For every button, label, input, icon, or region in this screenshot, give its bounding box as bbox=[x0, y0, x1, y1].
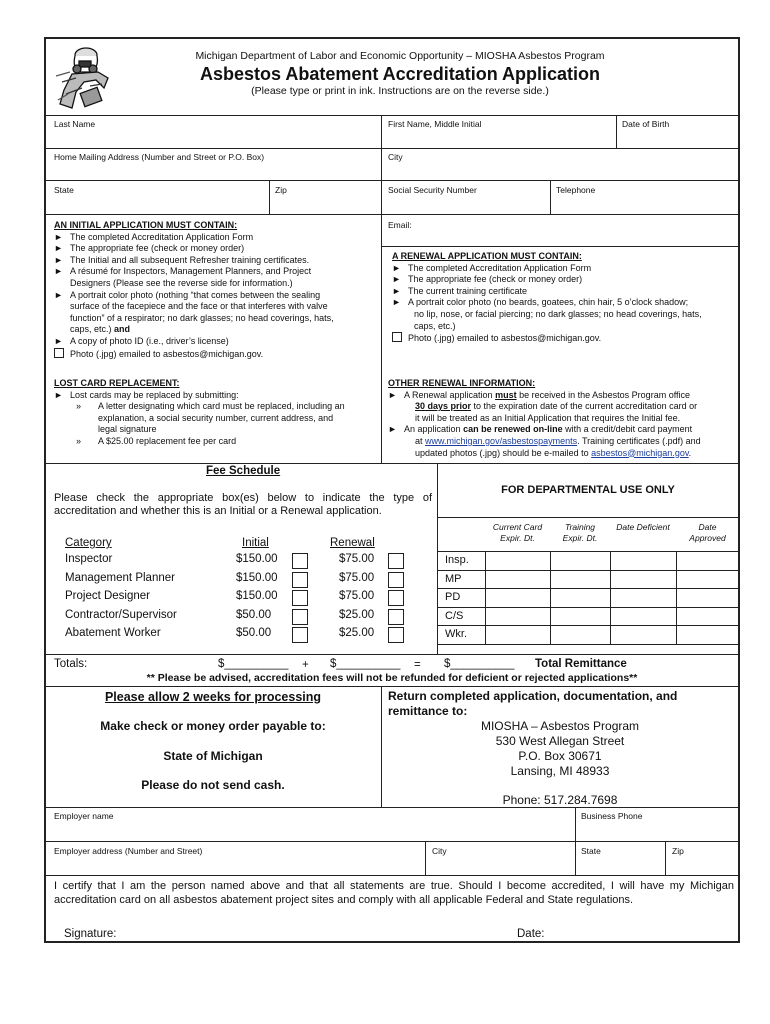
date-input[interactable] bbox=[556, 925, 724, 941]
fee-category: Inspector bbox=[65, 553, 113, 565]
fee-category: Contractor/Supervisor bbox=[65, 608, 177, 621]
dept-cell[interactable] bbox=[550, 625, 611, 645]
totals-plus: + bbox=[302, 659, 309, 671]
col-renewal: Renewal bbox=[330, 537, 375, 549]
dept-cell[interactable] bbox=[610, 551, 677, 571]
return-title-2: remittance to: bbox=[388, 704, 468, 718]
list-item: ► A copy of photo ID (i.e., driver’s license) bbox=[54, 335, 229, 346]
initial-checkbox[interactable] bbox=[292, 627, 308, 643]
employer-city-label: City bbox=[432, 846, 447, 856]
dept-col-header: Date Approved bbox=[689, 522, 726, 543]
total-remittance-label: Total Remittance bbox=[535, 658, 627, 670]
home-address-label: Home Mailing Address (Number and Street or P.O. Box) bbox=[54, 152, 265, 162]
list-item: ► Lost cards may be replaced by submitting: bbox=[54, 389, 239, 400]
telephone-input[interactable] bbox=[556, 197, 738, 213]
dept-cell[interactable] bbox=[485, 551, 551, 571]
ssn-label: Social Security Number bbox=[388, 185, 477, 195]
list-item: ► The completed Accreditation Application Form bbox=[392, 262, 592, 273]
dept-cell[interactable] bbox=[676, 607, 740, 627]
list-item: ► A Renewal application must be received in the Asbestos Program office bbox=[388, 389, 691, 400]
dept-cell[interactable] bbox=[676, 625, 740, 645]
dept-cell[interactable] bbox=[550, 607, 611, 627]
first-name-label: First Name, Middle Initial bbox=[388, 119, 482, 129]
fee-instructions-2: accreditation and whether this is an Initial or a Renewal application. bbox=[54, 505, 382, 517]
dob-label: Date of Birth bbox=[622, 119, 670, 129]
dept-cell[interactable] bbox=[550, 551, 611, 571]
fee-initial-amount: $150.00 bbox=[236, 571, 278, 584]
list-item: ► The Initial and all subsequent Refresher training certificates. bbox=[54, 254, 310, 265]
list-item: at www.michigan.gov/asbestospayments. Training certificates (.pdf) and bbox=[415, 435, 701, 446]
certify-line-2: accreditation card on all asbestos abatement project sites and comply with all applicable Federal and State regulations. bbox=[54, 894, 634, 906]
fee-renewal-amount: $75.00 bbox=[339, 590, 375, 602]
email-input[interactable] bbox=[420, 217, 736, 233]
dept-cell[interactable] bbox=[485, 625, 551, 645]
dept-cell[interactable] bbox=[676, 588, 740, 608]
fee-category: Management Planner bbox=[65, 571, 175, 584]
fee-renewal-amount: $25.00 bbox=[339, 608, 375, 621]
dept-row-label: PD bbox=[437, 588, 486, 608]
list-item: ► The completed Accreditation Application Form bbox=[54, 231, 254, 242]
date-label: Date: bbox=[517, 928, 545, 940]
dob-input[interactable] bbox=[622, 131, 736, 147]
fee-initial-amount: $50.00 bbox=[236, 608, 272, 621]
list-item: » A $25.00 replacement fee per card bbox=[76, 435, 237, 446]
list-item: Photo (.jpg) emailed to asbestos@michigan.gov. bbox=[392, 332, 738, 345]
initial-checkbox[interactable] bbox=[292, 609, 308, 625]
ssn-input[interactable] bbox=[388, 197, 547, 213]
lost-card-section bbox=[54, 378, 376, 448]
dept-cell[interactable] bbox=[485, 570, 551, 590]
dept-cell[interactable] bbox=[485, 607, 551, 627]
asbestos-payments-link[interactable]: www.michigan.gov/asbestospayments bbox=[425, 435, 578, 446]
return-phone: Phone: 517.284.7698 bbox=[502, 793, 618, 807]
other-renewal-section bbox=[388, 378, 738, 459]
employer-state-label: State bbox=[581, 846, 601, 856]
list-item: ► The current training certificate bbox=[392, 285, 528, 296]
photo-emailed-checkbox[interactable] bbox=[54, 348, 64, 358]
initial-checkbox[interactable] bbox=[292, 553, 308, 569]
total-renewal: $__________ bbox=[330, 658, 401, 670]
employer-zip-label: Zip bbox=[672, 846, 684, 856]
initial-application-section bbox=[54, 220, 376, 360]
employer-name-label: Employer name bbox=[54, 811, 114, 821]
fee-renewal-amount: $75.00 bbox=[339, 571, 375, 584]
totals-equals: = bbox=[414, 659, 421, 671]
return-title-1: Return completed application, documentation, and bbox=[388, 689, 678, 703]
return-street: 530 West Allegan Street bbox=[495, 734, 625, 748]
employer-city-input[interactable] bbox=[432, 858, 572, 874]
page-title: Asbestos Abatement Accreditation Application bbox=[199, 64, 601, 84]
dept-cell[interactable] bbox=[676, 551, 740, 571]
first-name-input[interactable] bbox=[388, 131, 612, 147]
list-item: legal signature bbox=[98, 424, 157, 435]
state-label: State bbox=[54, 185, 74, 195]
dept-cell[interactable] bbox=[610, 625, 677, 645]
telephone-label: Telephone bbox=[556, 185, 596, 195]
list-item: ► The appropriate fee (check or money order) bbox=[54, 243, 245, 254]
page-subtitle: (Please type or print in ink. Instructions are on the reverse side.) bbox=[251, 85, 549, 97]
home-address-input[interactable] bbox=[54, 164, 378, 180]
renewal-title: A RENEWAL APPLICATION MUST CONTAIN: bbox=[392, 251, 582, 261]
renewal-checkbox[interactable] bbox=[388, 553, 404, 569]
fee-initial-amount: $150.00 bbox=[236, 553, 278, 565]
certify-line-1: I certify that I am the person named above and that all statements are true. Should I become accredited, I will have my Michigan bbox=[54, 880, 734, 892]
dept-cell[interactable] bbox=[610, 588, 677, 608]
employer-state-input[interactable] bbox=[581, 858, 663, 874]
list-item: ► A portrait color photo (no beards, goatees, chin hair, 5 o’clock shadow; bbox=[392, 297, 689, 308]
fee-category: Abatement Worker bbox=[65, 627, 161, 639]
list-item: 30 days prior to the expiration date of the current accreditation card or bbox=[415, 401, 698, 412]
dept-title: FOR DEPARTMENTAL USE ONLY bbox=[501, 484, 675, 496]
dept-cell[interactable] bbox=[610, 570, 677, 590]
fee-renewal-amount: $75.00 bbox=[339, 553, 375, 565]
employer-zip-input[interactable] bbox=[672, 858, 738, 874]
dept-cell[interactable] bbox=[485, 588, 551, 608]
total-initial: $__________ bbox=[218, 658, 289, 670]
dept-row-label: Wkr. bbox=[437, 625, 486, 645]
dept-row-label: Insp. bbox=[437, 551, 486, 571]
fee-initial-amount: $50.00 bbox=[236, 627, 272, 639]
employer-address-input[interactable] bbox=[54, 858, 422, 874]
totals-label: Totals: bbox=[54, 658, 88, 670]
renewal-checkbox[interactable] bbox=[388, 627, 404, 643]
return-city: Lansing, MI 48933 bbox=[510, 764, 610, 778]
dept-cell[interactable] bbox=[550, 570, 611, 590]
fee-initial-amount: $150.00 bbox=[236, 590, 278, 602]
dept-cell[interactable] bbox=[550, 588, 611, 608]
list-item: no lip, nose, or facial piercing; no dark glasses; no head coverings, hats, bbox=[414, 308, 702, 319]
list-item: Photo (.jpg) emailed to asbestos@michigan.gov. bbox=[54, 348, 376, 361]
zip-label: Zip bbox=[275, 185, 287, 195]
processing-title: Please allow 2 weeks for processing bbox=[104, 690, 322, 704]
state-input[interactable] bbox=[54, 197, 263, 213]
list-item: ► A portrait color photo (nothing “that comes between the sealing bbox=[54, 289, 321, 300]
city-label: City bbox=[388, 152, 403, 162]
initial-title: AN INITIAL APPLICATION MUST CONTAIN: bbox=[54, 220, 238, 230]
dept-col-header: Current Card Expir. Dt. bbox=[492, 522, 543, 543]
renewal-photo-checkbox[interactable] bbox=[392, 332, 402, 342]
renewal-checkbox[interactable] bbox=[388, 590, 404, 606]
list-item: ► An application can be renewed on-line with a credit/debit card payment bbox=[388, 424, 693, 435]
refund-notice: ** Please be advised, accreditation fees will not be refunded for deficient or rejected applications** bbox=[146, 672, 638, 684]
list-item: function” of a respirator; no dark glasses; no head coverings, hats, bbox=[70, 312, 334, 323]
no-cash-notice: Please do not send cash. bbox=[141, 778, 285, 792]
list-item: it will be treated as an Initial Application that requires the Initial fee. bbox=[415, 412, 681, 423]
list-item: explanation, a social security number, current address, and bbox=[98, 412, 334, 423]
business-phone-input[interactable] bbox=[581, 824, 737, 840]
list-item: Designers (Please see the reverse side for information.) bbox=[70, 277, 293, 288]
fee-renewal-amount: $25.00 bbox=[339, 627, 375, 639]
asbestos-email-link[interactable]: asbestos@michigan.gov bbox=[591, 447, 689, 458]
dept-cell[interactable] bbox=[610, 607, 677, 627]
col-category: Category bbox=[65, 537, 112, 549]
dept-row-label: C/S bbox=[437, 607, 486, 627]
return-po: P.O. Box 30671 bbox=[518, 749, 602, 763]
list-item: caps, etc.) and bbox=[70, 324, 131, 335]
employer-address-label: Employer address (Number and Street) bbox=[54, 846, 203, 856]
dept-row-label: MP bbox=[437, 570, 486, 590]
list-item: » A letter designating which card must be replaced, including an bbox=[76, 401, 345, 412]
fee-schedule-title: Fee Schedule bbox=[206, 465, 281, 477]
zip-input[interactable] bbox=[275, 197, 379, 213]
renewal-checkbox[interactable] bbox=[388, 609, 404, 625]
list-item: ► A résumé for Inspectors, Management Planners, and Project bbox=[54, 266, 312, 277]
list-item: updated photos (.jpg) should be e-mailed to asbestos@michigan.gov. bbox=[415, 447, 692, 458]
list-item: ► The appropriate fee (check or money order) bbox=[392, 274, 583, 285]
city-input[interactable] bbox=[388, 164, 732, 180]
renewal-checkbox[interactable] bbox=[388, 572, 404, 588]
other-renewal-title: OTHER RENEWAL INFORMATION: bbox=[388, 378, 536, 388]
fee-instructions-1: Please check the appropriate box(es) below to indicate the type of bbox=[54, 492, 432, 504]
dept-col-header: Date Deficient bbox=[616, 522, 670, 532]
fee-category: Project Designer bbox=[65, 590, 151, 602]
email-label: Email: bbox=[388, 220, 412, 230]
list-item: caps, etc.) bbox=[414, 320, 456, 331]
renewal-application-section bbox=[392, 251, 738, 345]
employer-name-input[interactable] bbox=[54, 824, 570, 840]
initial-checkbox[interactable] bbox=[292, 572, 308, 588]
initial-checkbox[interactable] bbox=[292, 590, 308, 606]
payee: State of Michigan bbox=[163, 749, 263, 763]
total-remittance-value: $__________ bbox=[444, 658, 515, 670]
payable-to: Make check or money order payable to: bbox=[100, 719, 326, 733]
dept-cell[interactable] bbox=[676, 570, 740, 590]
return-org: MIOSHA – Asbestos Program bbox=[480, 719, 640, 733]
signature-input[interactable] bbox=[124, 925, 484, 941]
list-item: surface of the facepiece and the face or that interferes with valve bbox=[70, 301, 328, 312]
lost-card-title: LOST CARD REPLACEMENT: bbox=[54, 378, 180, 388]
last-name-label: Last Name bbox=[54, 119, 96, 129]
agency-name: Michigan Department of Labor and Economic Opportunity – MIOSHA Asbestos Program bbox=[195, 50, 605, 62]
col-initial: Initial bbox=[242, 537, 269, 549]
business-phone-label: Business Phone bbox=[581, 811, 643, 821]
last-name-input[interactable] bbox=[54, 131, 378, 147]
dept-col-header: Training Expir. Dt. bbox=[562, 522, 598, 543]
signature-label: Signature: bbox=[64, 928, 117, 940]
